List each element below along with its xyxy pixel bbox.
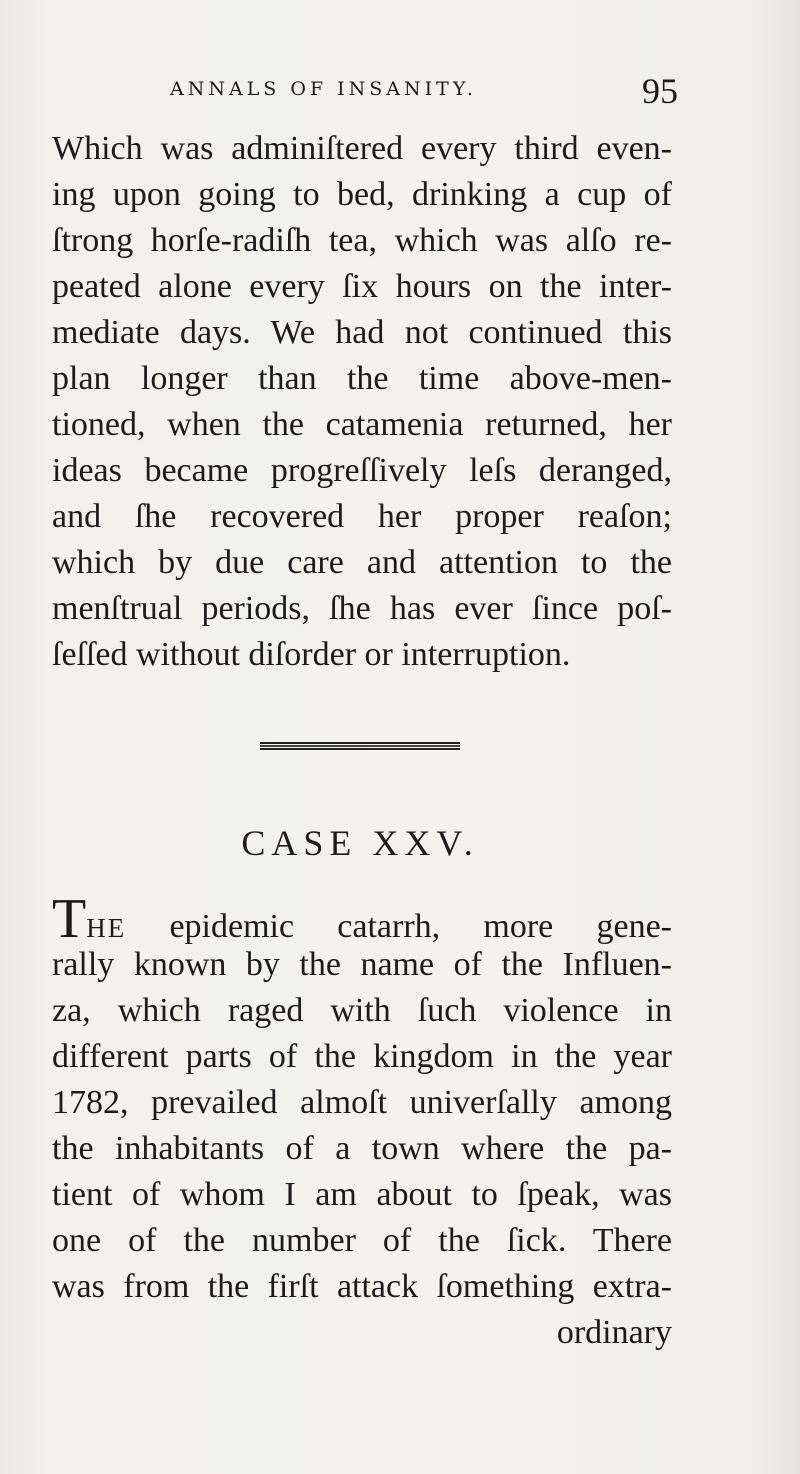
catchword: ordinary	[556, 1314, 672, 1351]
first-line-text: epidemic catarrh, more gene-	[169, 908, 672, 945]
first-line	[52, 888, 672, 950]
section-divider-rule	[260, 742, 460, 750]
text-line: rally known by the name of the Influen-	[52, 946, 672, 983]
running-head: ANNALS OF INSANITY.	[170, 78, 477, 100]
text-line: menſtrual periods, ſhe has ever ſince poſ-	[52, 590, 672, 627]
text-line: 1782, prevailed almoſt univerſally among	[52, 1084, 672, 1121]
text-line: ideas became progreſſively leſs deranged,	[52, 452, 672, 489]
text-line: ſeſſed without diſorder or interruption.	[52, 636, 571, 673]
text-line: which by due care and attention to the	[52, 544, 672, 581]
text-line: ing upon going to bed, drinking a cup of	[52, 176, 672, 213]
case-heading: CASE XXV.	[241, 823, 479, 863]
text-line: one of the number of the ſick. There	[52, 1222, 672, 1259]
text-line: tient of whom I am about to ſpeak, was	[52, 1176, 672, 1213]
text-line: tioned, when the catamenia returned, her	[52, 406, 672, 443]
small-caps-word: HE	[86, 913, 127, 943]
drop-cap: T	[52, 888, 87, 950]
text-line: plan longer than the time above-men-	[52, 360, 672, 397]
page-number: 95	[642, 71, 678, 111]
page-header	[52, 70, 678, 120]
text-line: and ſhe recovered her proper reaſon;	[52, 498, 672, 535]
text-line: the inhabitants of a town where the pa-	[52, 1130, 672, 1167]
text-line: ſtrong horſe-radiſh tea, which was alſo re-	[52, 222, 672, 259]
text-line: Which was adminiſtered every third even-	[52, 130, 672, 167]
text-line: za, which raged with ſuch violence in	[52, 992, 672, 1029]
text-line: mediate days. We had not continued this	[52, 314, 672, 351]
text-line: different parts of the kingdom in the year	[52, 1038, 672, 1075]
text-line: was from the firſt attack ſomething extra-	[52, 1268, 672, 1305]
text-line: peated alone every ſix hours on the inter-	[52, 268, 672, 305]
